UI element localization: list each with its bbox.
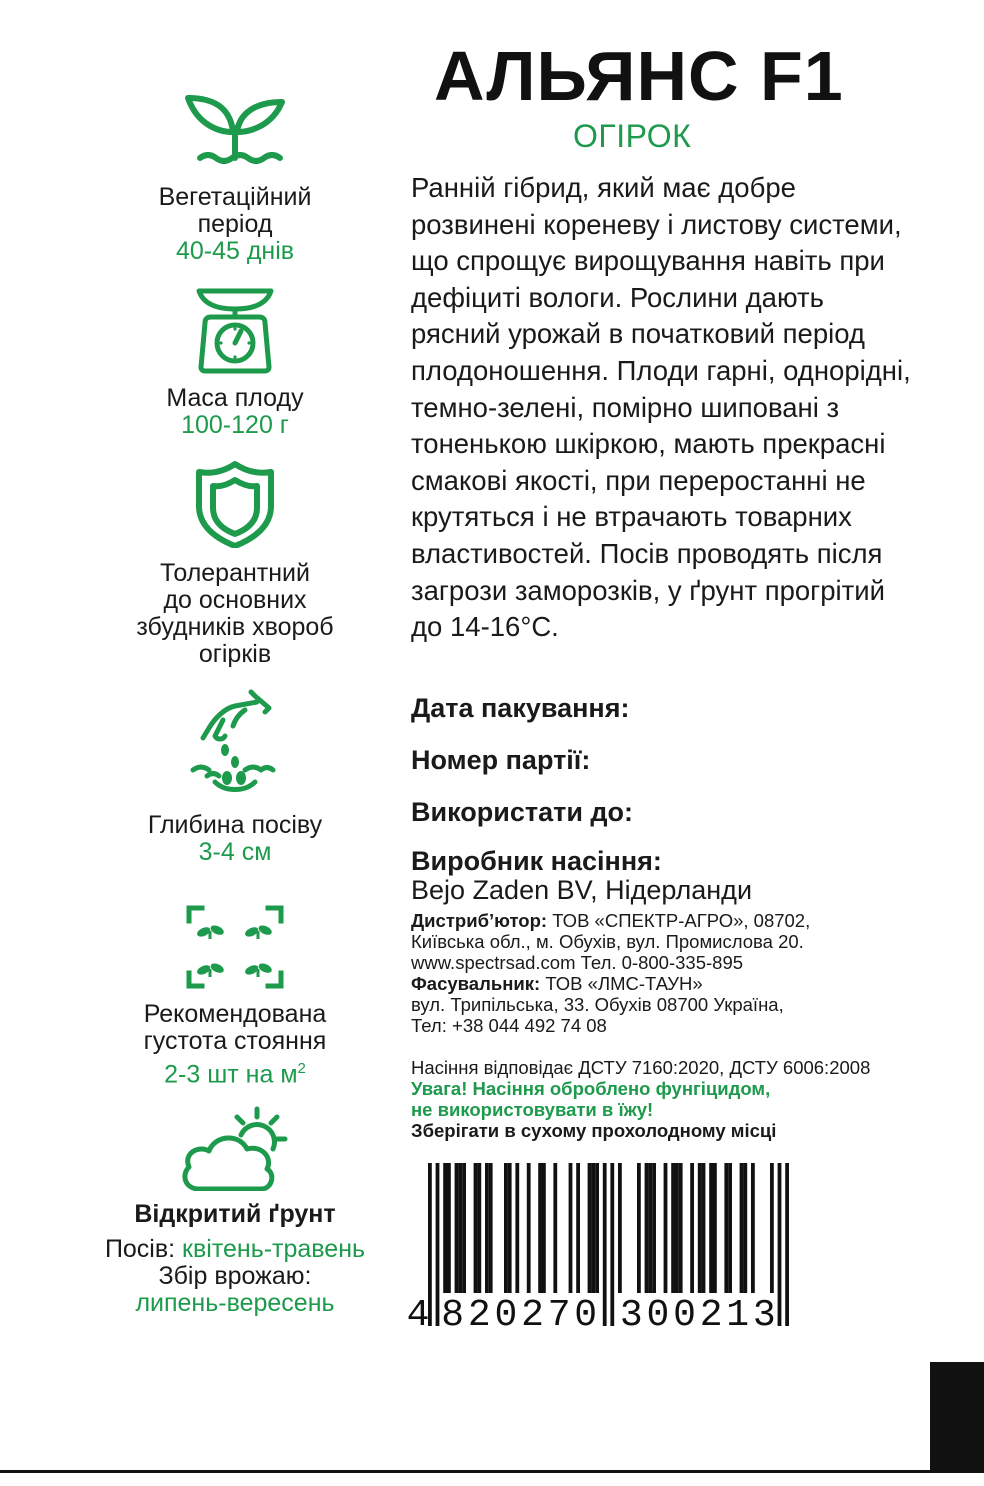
barcode-bar xyxy=(436,1163,440,1326)
barcode-bar xyxy=(645,1163,649,1293)
barcode-bar xyxy=(485,1163,489,1293)
mass-value: 100-120 г xyxy=(181,411,289,439)
barcode-bar xyxy=(588,1163,592,1293)
distributor-address: Київська обл., м. Обухів, вул. Промислова 20. xyxy=(411,931,804,952)
distributor-contact: www.spectrsad.com Тел. 0-800-335-895 xyxy=(411,952,744,973)
barcode-bar xyxy=(477,1163,481,1293)
vegetation-value: 40-45 днів xyxy=(175,237,295,265)
use-by-label: Використати до: xyxy=(411,797,634,827)
distributor-block xyxy=(411,910,810,1036)
distributor-value: ТОВ «СПЕКТР-АГРО», 08702, xyxy=(552,910,811,931)
scale-icon xyxy=(195,285,275,375)
notes-block xyxy=(411,1057,870,1141)
barcode-bar xyxy=(504,1163,508,1293)
barcode-bar xyxy=(603,1163,607,1326)
distributor-label: Дистриб’ютор: xyxy=(411,910,548,931)
barcode-bar xyxy=(709,1163,713,1293)
package-edge xyxy=(930,1362,984,1472)
barcode-bar xyxy=(690,1163,694,1293)
barcode-digit: 8 xyxy=(441,1294,465,1333)
vegetation-label-2: період xyxy=(197,210,273,238)
barcode-digit: 0 xyxy=(646,1294,670,1333)
harvest-label: Збір врожаю: xyxy=(158,1262,312,1290)
barcode-bar xyxy=(675,1163,679,1293)
barcode-bar xyxy=(508,1163,512,1293)
density-value-line xyxy=(0,1055,470,1088)
barcode-bar xyxy=(743,1163,747,1293)
barcode-bar xyxy=(538,1163,542,1293)
barcode-bar xyxy=(455,1163,459,1293)
barcode-bar xyxy=(515,1163,519,1293)
barcode-bar xyxy=(679,1163,683,1293)
barcode-bar xyxy=(702,1163,706,1293)
hand-seeding-icon xyxy=(185,688,285,800)
feature-vegetation xyxy=(0,92,470,265)
barcode-digit: 3 xyxy=(619,1294,643,1333)
barcode-bar xyxy=(618,1163,622,1293)
barcode-bar xyxy=(724,1163,728,1293)
barcode-bar xyxy=(740,1163,744,1293)
barcode-bar xyxy=(770,1163,774,1293)
barcode-bar xyxy=(591,1163,595,1293)
tolerance-label-1: Толерантний xyxy=(160,559,310,587)
barcode-bar xyxy=(751,1163,755,1293)
warning-line-2: не використовувати в їжу! xyxy=(411,1099,654,1120)
barcode-bar xyxy=(462,1163,466,1293)
barcode-digit: 2 xyxy=(521,1294,544,1333)
producer-value: Bejo Zaden BV, Нідерланди xyxy=(411,875,753,905)
packer-address: вул. Трипільська, 33. Обухів 08700 Україна, xyxy=(411,994,784,1015)
barcode-bar xyxy=(542,1163,546,1293)
barcode-bar xyxy=(569,1163,573,1293)
sprout-icon xyxy=(180,92,290,172)
density-label-2: густота стояння xyxy=(143,1027,327,1055)
mass-label: Маса плоду xyxy=(166,384,304,412)
density-value-sup: 2 xyxy=(297,1060,306,1077)
shield-icon xyxy=(195,460,275,548)
barcode-digit: 2 xyxy=(467,1294,491,1333)
barcode-bar xyxy=(576,1163,580,1293)
storage-text: Зберігати в сухому прохолодному місці xyxy=(411,1120,777,1141)
product-subtitle: ОГІРОК xyxy=(573,118,692,154)
package-bottom-line xyxy=(0,1470,984,1473)
barcode-digit: 0 xyxy=(574,1294,598,1333)
ground-sowing-line xyxy=(0,1236,470,1263)
barcode-digit: 1 xyxy=(726,1294,750,1333)
tolerance-label-2: до основних xyxy=(163,586,307,614)
barcode-bar xyxy=(671,1163,675,1293)
barcode-digit: 2 xyxy=(699,1294,723,1333)
barcode-bar xyxy=(489,1163,493,1293)
barcode-digit: 0 xyxy=(494,1294,518,1333)
feature-density xyxy=(0,905,470,1088)
producer-label: Виробник насіння: xyxy=(411,846,662,876)
barcode-bar xyxy=(652,1163,656,1293)
harvest-value: липень-вересень xyxy=(135,1289,335,1317)
barcode-bar xyxy=(595,1163,599,1293)
feature-tolerance xyxy=(0,460,470,668)
tolerance-label-3: збудників хвороб xyxy=(136,613,334,641)
planting-grid-icon xyxy=(186,905,284,989)
feature-mass xyxy=(0,285,470,439)
barcode-digit: 4 xyxy=(408,1294,430,1333)
barcode xyxy=(408,1163,808,1338)
depth-label: Глибина посіву xyxy=(147,811,323,839)
barcode-bar xyxy=(785,1163,789,1326)
barcode-digit: 0 xyxy=(673,1294,696,1333)
sun-cloud-icon xyxy=(179,1105,291,1191)
barcode-bar xyxy=(778,1163,782,1326)
barcode-bar xyxy=(648,1163,652,1293)
product-title: АЛЬЯНС F1 xyxy=(434,37,844,115)
warning-line-1: Увага! Насіння оброблено фунгіцидом, xyxy=(411,1078,771,1099)
barcode-bar xyxy=(553,1163,557,1293)
pack-date-label: Дата пакування: xyxy=(411,693,630,723)
depth-value: 3-4 см xyxy=(198,838,272,866)
product-description: Ранній гібрид, який має добре розвинені кореневу і листову системи, що спрощує вирощування навіть при дефіциті вологи. Рослини дають рясний урожай в початковий період плодоношення. Плоди гарні, однорідні, темно-зелені, помірно шиповані з тоненькою шкіркою, мають прекрасні смакові якості, при переростанні не крутяться і не втрачають товарних властивостей. Посів проводять після загрози заморозків, у ґрунт прогрітий до 14-16°С. xyxy=(411,172,911,643)
barcode-bar xyxy=(728,1163,732,1293)
barcode-bar xyxy=(664,1163,668,1293)
tolerance-label-4: огірків xyxy=(198,640,272,668)
sowing-label: Посів: xyxy=(104,1235,176,1263)
barcode-bar xyxy=(474,1163,478,1293)
feature-depth xyxy=(0,688,470,866)
packer-phone: Тел: +38 044 492 74 08 xyxy=(411,1015,607,1036)
batch-label: Номер партії: xyxy=(411,745,591,775)
density-value: 2-3 шт на м xyxy=(164,1060,298,1089)
vegetation-label-1: Вегетаційний xyxy=(158,183,312,211)
feature-ground xyxy=(0,1105,470,1317)
barcode-bar xyxy=(713,1163,717,1293)
barcode-bars xyxy=(408,1163,808,1333)
barcode-bar xyxy=(527,1163,531,1293)
sowing-value: квітень-травень xyxy=(182,1235,366,1263)
barcode-bar xyxy=(610,1163,614,1326)
density-label-1: Рекомендована xyxy=(143,1000,327,1028)
barcode-bar xyxy=(443,1163,447,1293)
packer-value: ТОВ «ЛМС-ТАУН» xyxy=(545,973,703,994)
packer-label: Фасувальник: xyxy=(411,973,541,994)
ground-label: Відкритий ґрунт xyxy=(134,1200,336,1228)
barcode-bar xyxy=(447,1163,451,1293)
barcode-bar xyxy=(458,1163,462,1293)
barcode-digit: 7 xyxy=(547,1294,571,1333)
barcode-bar xyxy=(698,1163,702,1293)
barcode-bar xyxy=(637,1163,641,1293)
standard-text: Насіння відповідає ДСТУ 7160:2020, ДСТУ 6006:2008 xyxy=(411,1057,871,1078)
barcode-digit: 3 xyxy=(752,1294,776,1333)
